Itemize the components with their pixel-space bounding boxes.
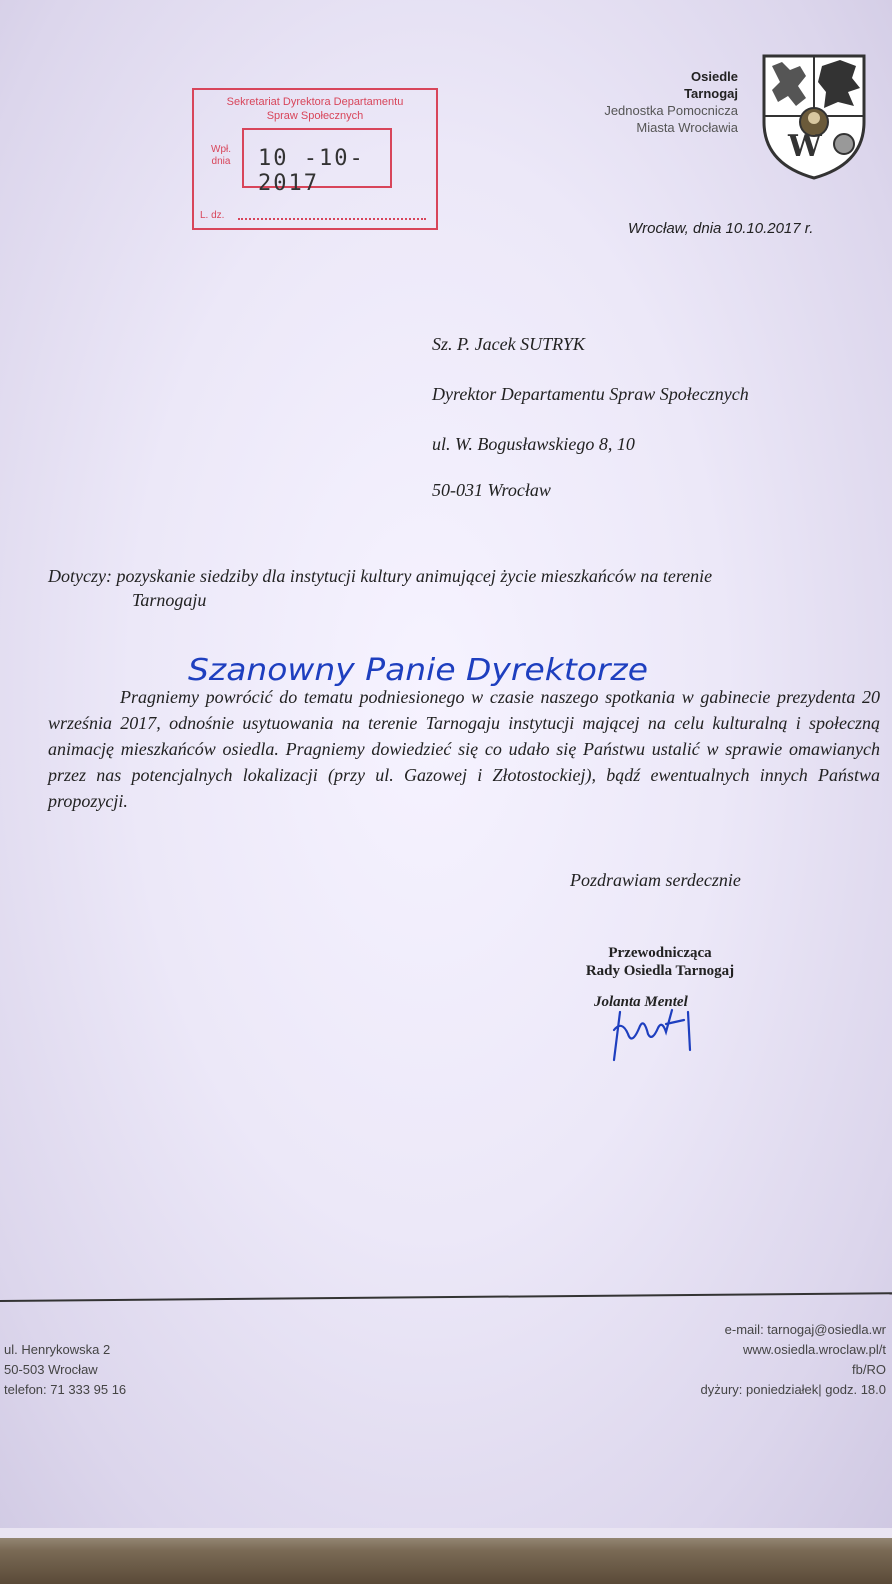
footer-street: ul. Henrykowska 2 <box>4 1342 111 1357</box>
letterhead-unit-line1: Jednostka Pomocnicza <box>604 103 738 118</box>
closing-phrase: Pozdrawiam serdecznie <box>570 870 741 890</box>
handwritten-signature <box>592 990 712 1070</box>
letterhead-name-line1: Osiedle <box>691 69 738 84</box>
signatory-title-line2: Rady Osiedla Tarnogaj <box>585 963 735 979</box>
stamp-wpl-label: Wpł. <box>211 144 231 155</box>
desk-surface <box>0 1528 892 1584</box>
stamp-ldz-label: L. dz. <box>200 210 225 221</box>
footer-duty-hours: dyżury: poniedziałek| godz. 18.0 <box>700 1382 886 1397</box>
place-and-date: Wrocław, dnia 10.10.2017 r. <box>628 220 814 237</box>
crest-letter: W <box>788 129 822 164</box>
registry-stamp <box>192 88 438 230</box>
letter-body: Pragniemy powrócić do tematu podniesionego w czasie naszego spotkania w gabinecie prezydenta 20 września 2017, odnośnie usytuowania na terenie Tarnogaju instytucji mającej na celu kulturalną i społeczną animację mieszkańców osiedla. Pragniemy dowiedzieć się co udało się Państwu ustalić w sprawie omawianych przez nas potencjalnych lokalizacji (przy ul. Gazowej i Złotostockiej), bądź ewentualnych innych Państwa propozycji. <box>48 687 880 811</box>
city-coat-of-arms-icon <box>760 52 868 182</box>
stamp-dnia-label: dnia <box>211 156 231 167</box>
signatory-name: Jolanta Mentel <box>594 994 688 1010</box>
recipient-city: 50-031 Wrocław <box>432 480 551 500</box>
footer-www: www.osiedla.wroclaw.pl/t <box>742 1342 886 1357</box>
signatory-title-line1: Przewodnicząca <box>608 945 712 961</box>
stamp-date-box <box>242 128 392 196</box>
stamp-received-label <box>202 144 240 168</box>
recipient-name: Sz. P. Jacek SUTRYK <box>432 334 585 354</box>
footer-contact <box>586 1320 886 1400</box>
stamp-date: 10 -10- 2017 <box>258 146 365 196</box>
subject-line2: Tarnogaju <box>132 590 207 610</box>
signatory-title <box>565 944 755 980</box>
subject-line1: Dotyczy: pozyskanie siedziby dla instytucji kultury animującej życie mieszkańców na terenie <box>48 566 713 586</box>
stamp-office-line1: Sekretariat Dyrektora Departamentu <box>226 96 404 108</box>
greeting-text: Szanowny Panie Dyrektorze <box>188 653 648 688</box>
footer-fb: fb/RO <box>852 1362 886 1377</box>
page-bottom-edge <box>0 1528 892 1538</box>
recipient-title: Dyrektor Departamentu Spraw Społecznych <box>432 384 749 404</box>
footer-email: e-mail: tarnogaj@osiedla.wr <box>724 1322 886 1337</box>
subject-block <box>48 564 878 612</box>
letterhead-name-line2: Tarnogaj <box>684 86 738 101</box>
letterhead <box>548 68 738 136</box>
stamp-ldz-dots <box>238 218 426 220</box>
letterhead-unit-line2: Miasta Wrocławia <box>636 120 738 135</box>
footer-phone: telefon: 71 333 95 16 <box>4 1382 127 1397</box>
stamp-office-line2: Spraw Społecznych <box>266 110 364 122</box>
footer-city: 50-503 Wrocław <box>4 1362 98 1377</box>
footer-divider <box>0 1292 892 1302</box>
footer-address <box>4 1340 126 1400</box>
recipient-street: ul. W. Bogusławskiego 8, 10 <box>432 434 635 454</box>
